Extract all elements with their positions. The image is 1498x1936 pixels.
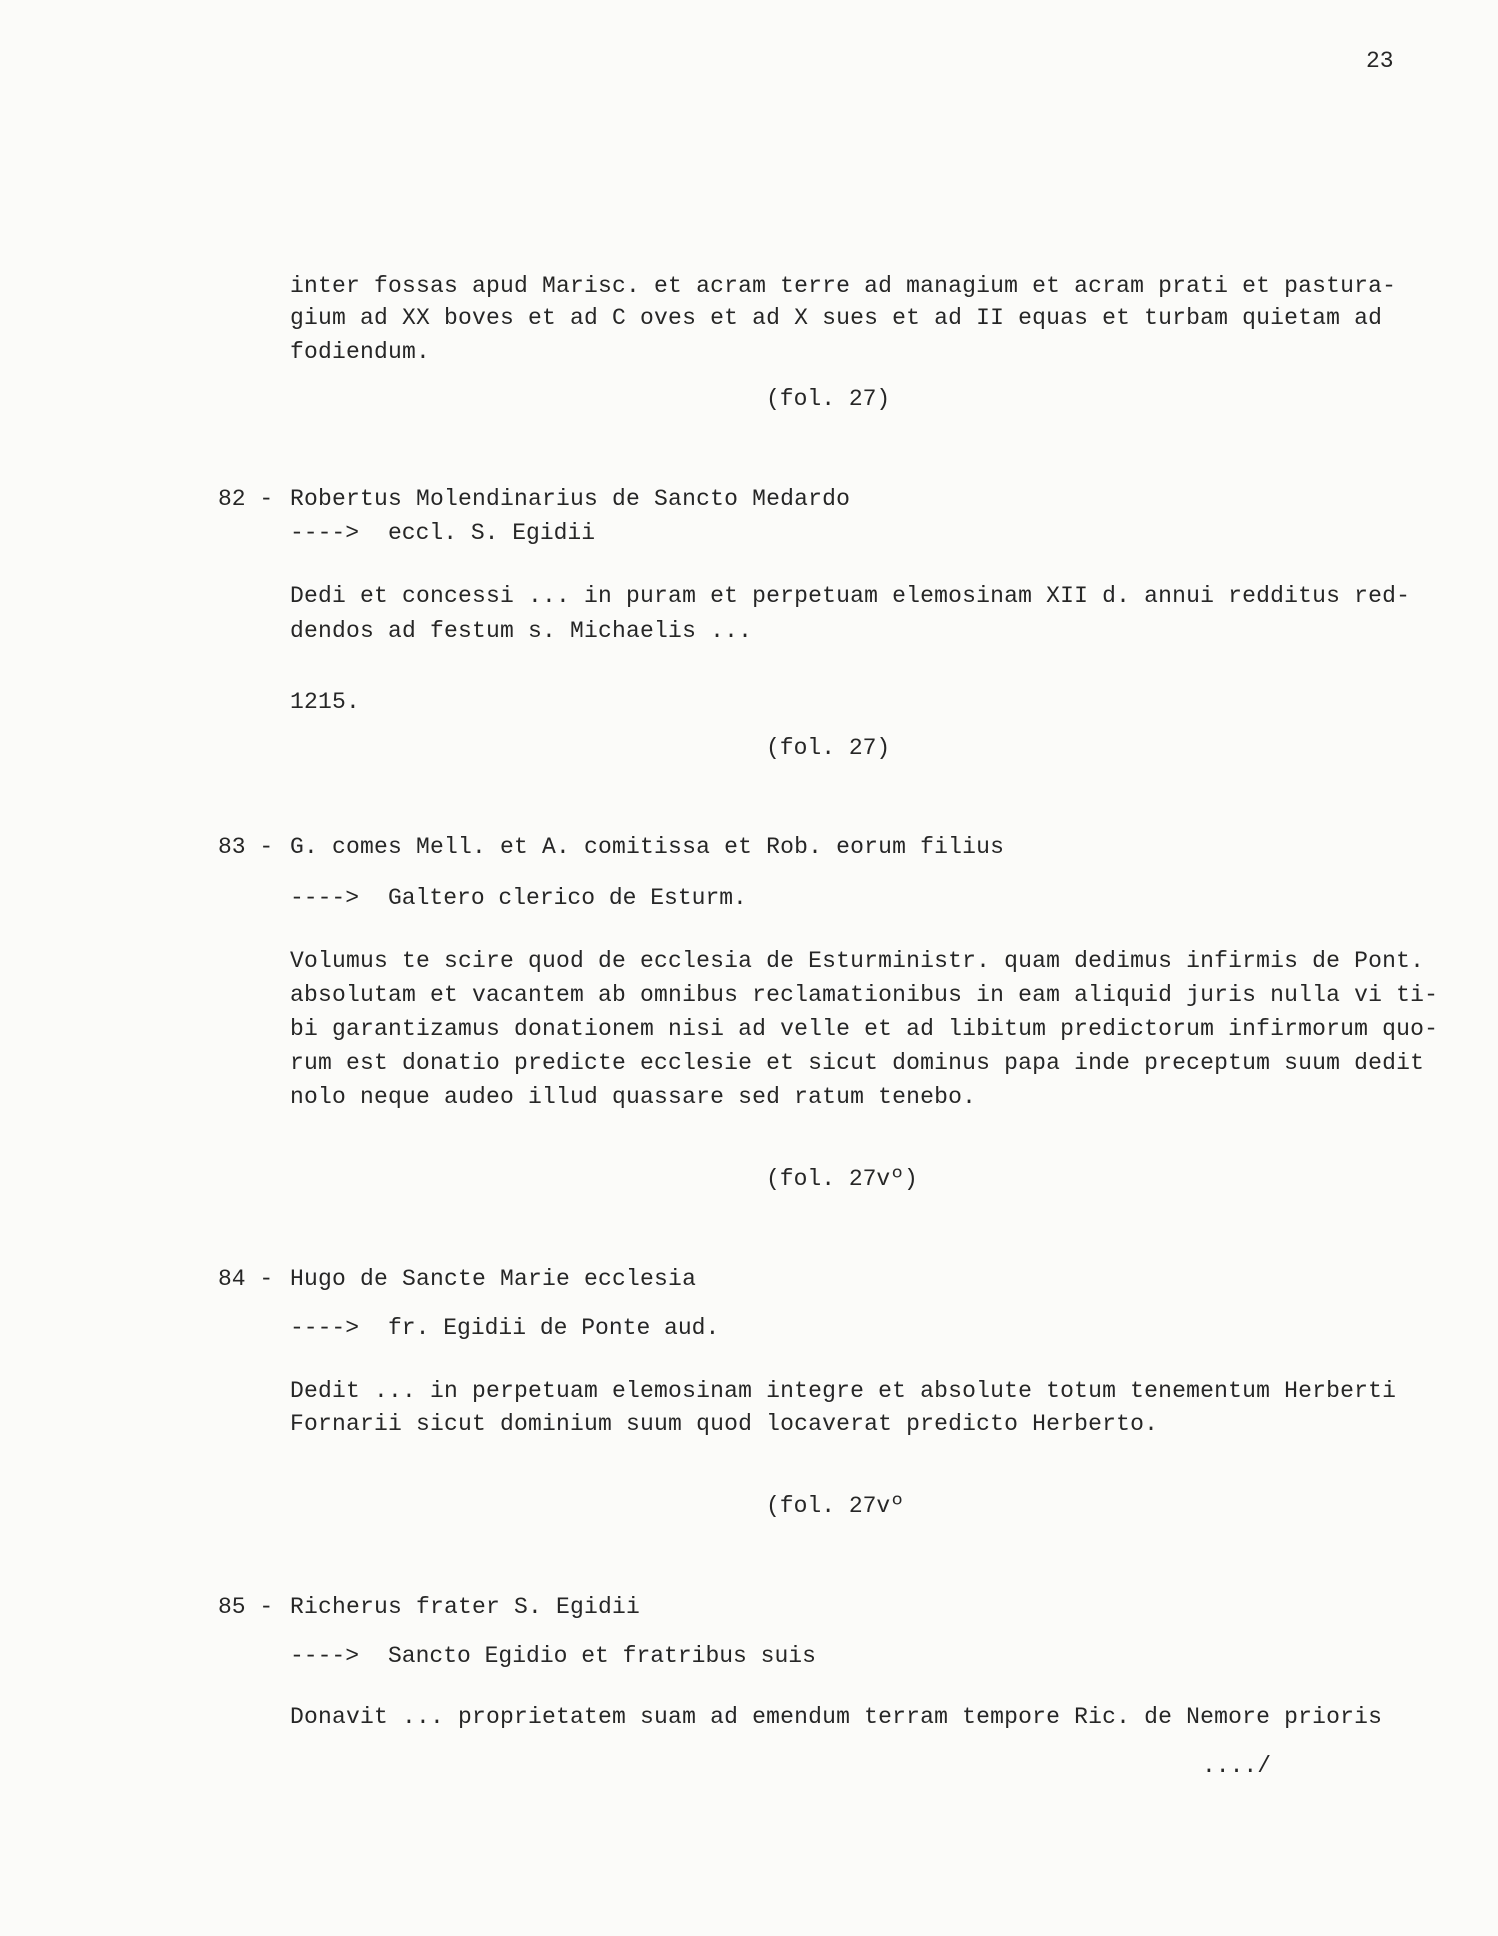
entry-recipient-line	[290, 522, 595, 545]
arrow-icon: ---->	[290, 520, 360, 546]
continuation-mark: ..../	[1202, 1753, 1272, 1779]
entry-number: 84 -	[218, 1266, 274, 1292]
entry-text-line: dendos ad festum s. Michaelis ...	[290, 618, 753, 644]
entry-recipient-line	[290, 1645, 816, 1668]
entry-recipient-line	[290, 1317, 719, 1340]
entry-text-line: Volumus te scire quod de ecclesia de Esturministr. quam dedimus infirmis de Pont.	[290, 948, 1425, 974]
entry-text-line: Dedit ... in perpetuam elemosinam integre et absolute totum tenementum Herberti	[290, 1378, 1397, 1404]
intro-line: gium ad XX boves et ad C oves et ad X sues et ad II equas et turbam quietam ad	[290, 305, 1383, 331]
entry-grantor: G. comes Mell. et A. comitissa et Rob. eorum filius	[290, 834, 1005, 860]
entry-recipient: Sancto Egidio et fratribus suis	[388, 1643, 816, 1669]
folio-reference: (fol. 27)	[766, 386, 891, 412]
entry-grantor: Richerus frater S. Egidii	[290, 1594, 641, 1620]
entry-number: 82 -	[218, 486, 274, 512]
entry-recipient-line	[290, 887, 747, 910]
entry-recipient: eccl. S. Egidii	[388, 520, 596, 546]
folio-reference: (fol. 27)	[766, 735, 891, 761]
entry-text-line: rum est donatio predicte ecclesie et sicut dominus papa inde preceptum suum dedit	[290, 1050, 1425, 1076]
entry-text-line: nolo neque audeo illud quassare sed ratum tenebo.	[290, 1084, 977, 1110]
entry-text-line: bi garantizamus donationem nisi ad velle et ad libitum predictorum infirmorum quo-	[290, 1016, 1439, 1042]
entry-number: 83 -	[218, 834, 274, 860]
folio-reference: (fol. 27vº	[766, 1493, 905, 1519]
entry-text-line: Donavit ... proprietatem suam ad emendum terram tempore Ric. de Nemore prioris	[290, 1704, 1383, 1730]
entry-date: 1215.	[290, 689, 361, 715]
arrow-icon: ---->	[290, 885, 360, 911]
entry-recipient: Galtero clerico de Esturm.	[388, 885, 747, 911]
folio-reference: (fol. 27vº)	[766, 1166, 918, 1192]
entry-text-line: Fornarii sicut dominium suum quod locaverat predicto Herberto.	[290, 1411, 1159, 1437]
entry-number: 85 -	[218, 1594, 274, 1620]
intro-line: fodiendum.	[290, 339, 431, 365]
entry-text-line: Dedi et concessi ... in puram et perpetuam elemosinam XII d. annui redditus red-	[290, 583, 1411, 609]
page-number: 23	[1366, 48, 1394, 74]
arrow-icon: ---->	[290, 1643, 360, 1669]
intro-line: inter fossas apud Marisc. et acram terre ad managium et acram prati et pastura-	[290, 273, 1397, 299]
arrow-icon: ---->	[290, 1315, 360, 1341]
entry-grantor: Hugo de Sancte Marie ecclesia	[290, 1266, 697, 1292]
entry-recipient: fr. Egidii de Ponte aud.	[388, 1315, 720, 1341]
entry-grantor: Robertus Molendinarius de Sancto Medardo	[290, 486, 851, 512]
entry-text-line: absolutam et vacantem ab omnibus reclamationibus in eam aliquid juris nulla vi ti-	[290, 982, 1439, 1008]
